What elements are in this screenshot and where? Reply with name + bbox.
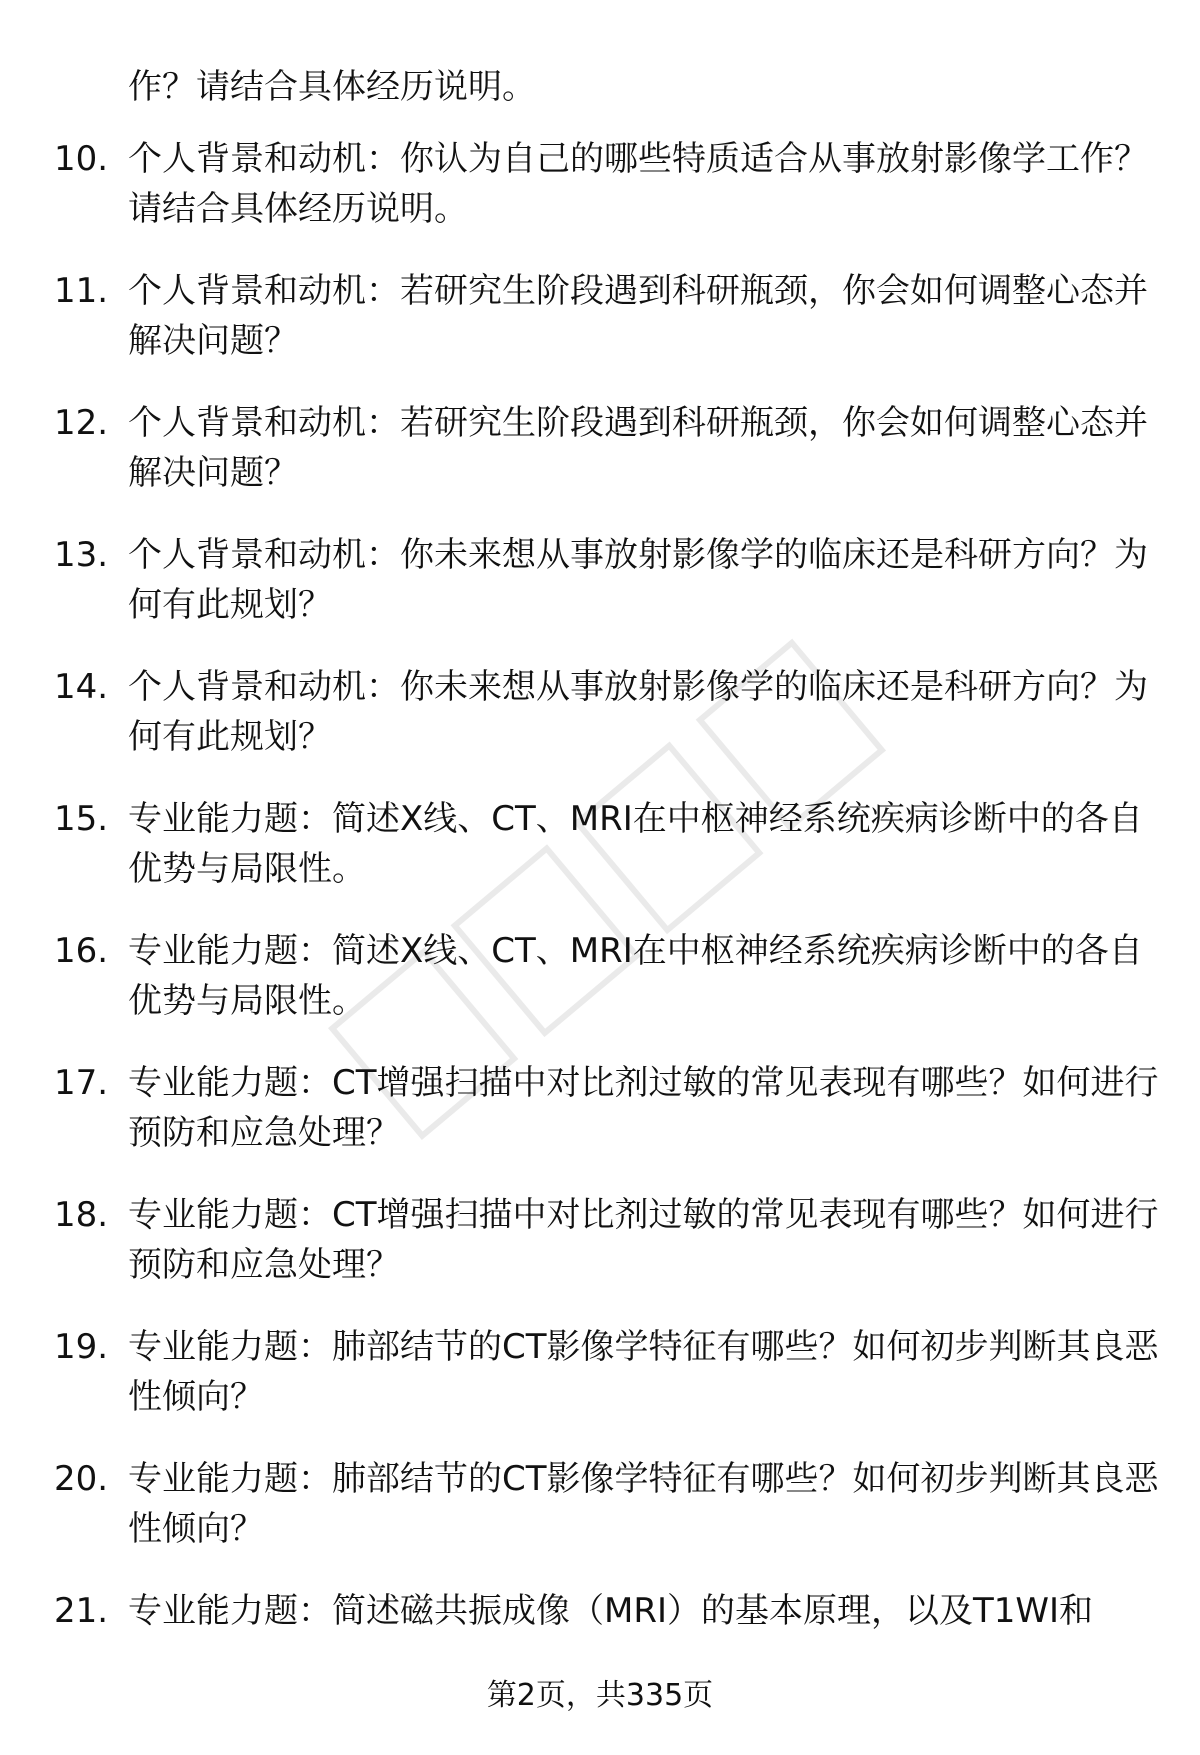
question-number: 11. (54, 271, 109, 311)
question-number: 20. (54, 1459, 109, 1499)
list-item (0, 662, 1200, 794)
question-number: 16. (54, 931, 109, 971)
question-number: 14. (54, 667, 109, 707)
question-text: 专业能力题：CT增强扫描中对比剂过敏的常见表现有哪些？如何进行预防和应急处理？ (128, 1195, 1159, 1285)
question-text: 个人背景和动机：你未来想从事放射影像学的临床还是科研方向？为何有此规划？ (128, 667, 1148, 757)
question-text: 专业能力题：CT增强扫描中对比剂过敏的常见表现有哪些？如何进行预防和应急处理？ (128, 1063, 1159, 1153)
continuation-text: 作？请结合具体经历说明。 (128, 67, 536, 107)
question-text: 专业能力题：简述X线、CT、MRI在中枢神经系统疾病诊断中的各自优势与局限性。 (128, 931, 1143, 1021)
question-number: 15. (54, 799, 109, 839)
question-text: 个人背景和动机：若研究生阶段遇到科研瓶颈，你会如何调整心态并解决问题？ (128, 403, 1148, 493)
question-text: 专业能力题：肺部结节的CT影像学特征有哪些？如何初步判断其良恶性倾向？ (128, 1459, 1159, 1549)
question-text: 个人背景和动机：你未来想从事放射影像学的临床还是科研方向？为何有此规划？ (128, 535, 1148, 625)
list-item (0, 926, 1200, 1058)
page-footer: 第2页，共335页 (486, 1678, 714, 1713)
question-text: 专业能力题：肺部结节的CT影像学特征有哪些？如何初步判断其良恶性倾向？ (128, 1327, 1159, 1417)
list-item (0, 398, 1200, 530)
question-number: 12. (54, 403, 109, 443)
list-item (0, 1322, 1200, 1454)
list-item (0, 1058, 1200, 1190)
list-item (0, 266, 1200, 398)
question-number: 13. (54, 535, 109, 575)
question-number: 18. (54, 1195, 109, 1235)
list-item (0, 134, 1200, 266)
question-text: 专业能力题：简述磁共振成像（MRI）的基本原理，以及T1WI和 (128, 1591, 1094, 1631)
question-number: 10. (54, 139, 109, 179)
question-number: 21. (54, 1591, 109, 1631)
question-text: 个人背景和动机：你认为自己的哪些特质适合从事放射影像学工作？请结合具体经历说明。 (128, 139, 1148, 229)
list-item (0, 1454, 1200, 1586)
question-text: 个人背景和动机：若研究生阶段遇到科研瓶颈，你会如何调整心态并解决问题？ (128, 271, 1148, 361)
list-item (0, 794, 1200, 926)
list-item (0, 1190, 1200, 1322)
list-item (0, 530, 1200, 662)
question-number: 17. (54, 1063, 109, 1103)
question-number: 19. (54, 1327, 109, 1367)
question-list (0, 134, 1200, 1718)
question-text: 专业能力题：简述X线、CT、MRI在中枢神经系统疾病诊断中的各自优势与局限性。 (128, 799, 1143, 889)
